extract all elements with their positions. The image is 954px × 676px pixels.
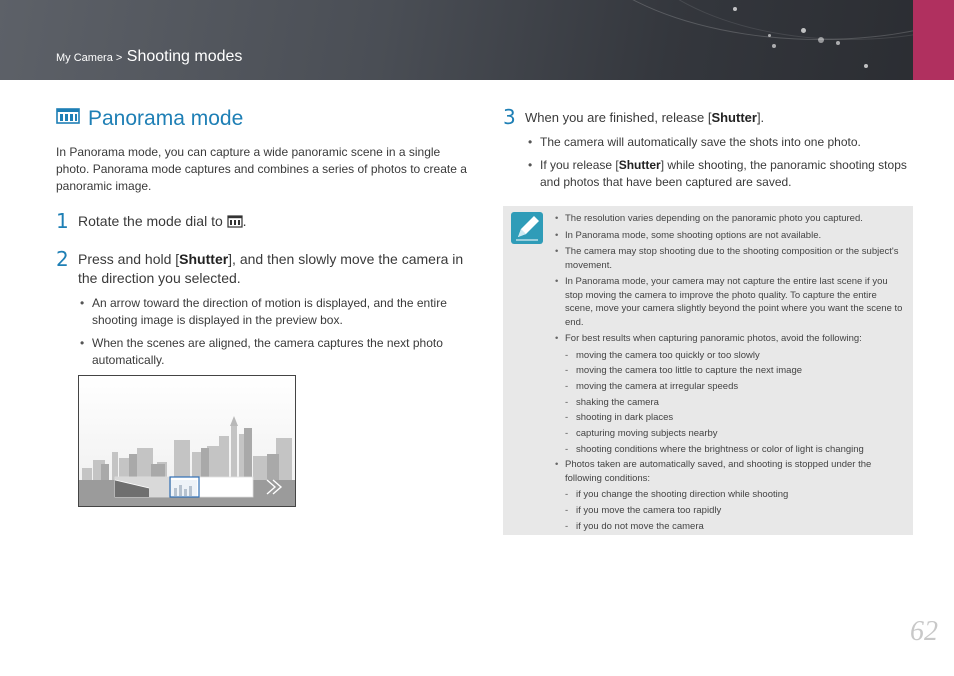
breadcrumb-parent[interactable]: My Camera > [56,52,123,64]
section-title-text: Panorama mode [88,107,244,130]
step-number: 3 [503,105,516,129]
breadcrumb-current: Shooting modes [126,48,243,65]
avoid-item: - shooting in dark places [553,411,903,425]
sparkle-dot [772,44,776,48]
step-1-period: . [242,213,247,229]
step-2-text [78,250,470,288]
intro-paragraph: In Panorama mode, you can capture a wide panoramic scene in a single photo. Panorama mode captures and combines a series of photos to create a panoramic image. [56,145,467,193]
avoid-item: - capturing moving subjects nearby [553,427,903,441]
page-header [0,0,954,80]
shutter-label: Shutter [618,158,661,172]
page-number: 62 [910,616,938,647]
sparkle-dot [768,34,771,37]
note-item: • In Panorama mode, some shooting options are not available. [553,229,903,243]
step-number: 1 [56,209,69,233]
shutter-label: Shutter [711,110,757,125]
shutter-label: Shutter [179,251,229,267]
step-1-text [78,212,247,233]
section-title [56,107,243,131]
bullet-text-before: If you release [ [540,158,619,172]
avoid-item: - shooting conditions where the brightness or color of light is changing [553,443,903,457]
step-3-bullet [526,157,911,191]
stop-condition-item: - if you move the camera too rapidly [553,504,903,518]
avoid-item: - shaking the camera [553,396,903,410]
note-item: • The camera may stop shooting due to the shooting composition or the subject's movement. [553,245,903,272]
note-item: • In Panorama mode, your camera may not capture the entire last scene if you stop moving the camera to improve the photo quality. To capture the entire scene, move your camera slightly beyond the point where you want the scene to end. [553,275,903,329]
step-2-bullet: • An arrow toward the direction of motion is displayed, and the entire shooting image is displayed in the preview box. [78,295,472,329]
step-number: 2 [56,247,69,271]
note-item: • The resolution varies depending on the panoramic photo you captured. [553,212,903,226]
panorama-mode-icon [56,107,80,131]
sparkle-dot [836,41,840,45]
avoid-item: - moving the camera too little to capture the next image [553,364,903,378]
avoid-item: - moving the camera too quickly or too slowly [553,349,903,363]
stop-condition-item: - if you do not move the camera [553,520,903,534]
chapter-tab [913,0,954,80]
avoid-item: - moving the camera at irregular speeds [553,380,903,394]
step-3-bullet: • The camera will automatically save the shots into one photo. [526,134,911,151]
step-3-text [525,108,764,127]
step-2-text-before: Press and hold [ [78,251,180,267]
note-item: • Photos taken are automatically saved, and shooting is stopped under the following conditions: [553,458,903,485]
sparkle-dot [801,28,806,33]
breadcrumb [56,48,242,66]
sparkle-dot [818,37,824,43]
panorama-preview-illustration [78,375,296,507]
step-3-text-after: ]. [756,110,765,125]
stop-condition-item: - if you change the shooting direction while shooting [553,488,903,502]
note-list [553,212,903,535]
mode-dial-panorama-icon [227,214,243,233]
note-box [503,206,913,535]
step-2-text-after: ], and then slowly move the camera in the direction you selected. [78,251,464,286]
sparkle-dot [864,64,868,68]
sparkle-dot [733,7,737,11]
note-pencil-icon [511,212,543,244]
step-1-instruction: Rotate the mode dial to [78,213,223,229]
note-item: • For best results when capturing panoramic photos, avoid the following: [553,332,903,346]
step-2-bullet: • When the scenes are aligned, the camera captures the next photo automatically. [78,335,472,369]
step-3-text-before: When you are finished, release [ [525,110,712,125]
bullet-text-after: ] while shooting, the panoramic shooting stops and photos that have been captured are saved. [540,158,907,189]
